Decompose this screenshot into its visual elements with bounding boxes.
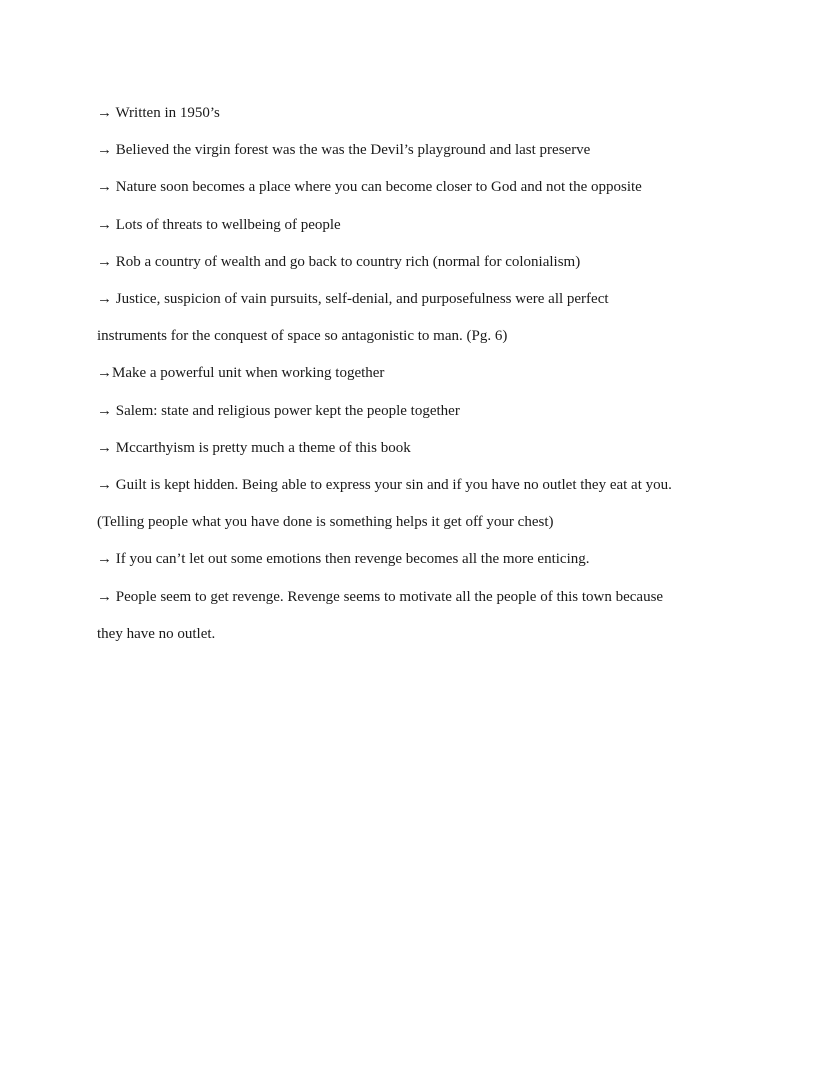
note-line: → Mccarthyism is pretty much a theme of this book [97, 439, 411, 456]
note-line: → Rob a country of wealth and go back to country rich (normal for colonialism) [97, 253, 581, 270]
note-line: → If you can’t let out some emotions then revenge becomes all the more enticing. [97, 551, 590, 568]
note-line-continuation: instruments for the conquest of space so antagonistic to man. (Pg. 6) [97, 328, 508, 345]
note-line: → Justice, suspicion of vain pursuits, self-denial, and purposefulness were all perfect [97, 291, 609, 308]
note-line: → Guilt is kept hidden. Being able to express your sin and if you have no outlet they eat at you. [97, 477, 672, 494]
note-line-continuation: they have no outlet. [97, 625, 216, 642]
note-line: → Believed the virgin forest was the was the Devil’s playground and last preserve [97, 142, 591, 159]
note-line: → Nature soon becomes a place where you can become closer to God and not the opposite [97, 179, 642, 196]
note-line-continuation: (Telling people what you have done is something helps it get off your chest) [97, 514, 554, 531]
note-line: → Written in 1950’s [97, 105, 220, 121]
notes-body [97, 95, 797, 653]
note-line: → Lots of threats to wellbeing of people [97, 216, 341, 233]
note-line: →Make a powerful unit when working together [97, 365, 385, 382]
note-line: → People seem to get revenge. Revenge seems to motivate all the people of this town because [97, 588, 664, 605]
note-line: → Salem: state and religious power kept the people together [97, 402, 460, 419]
